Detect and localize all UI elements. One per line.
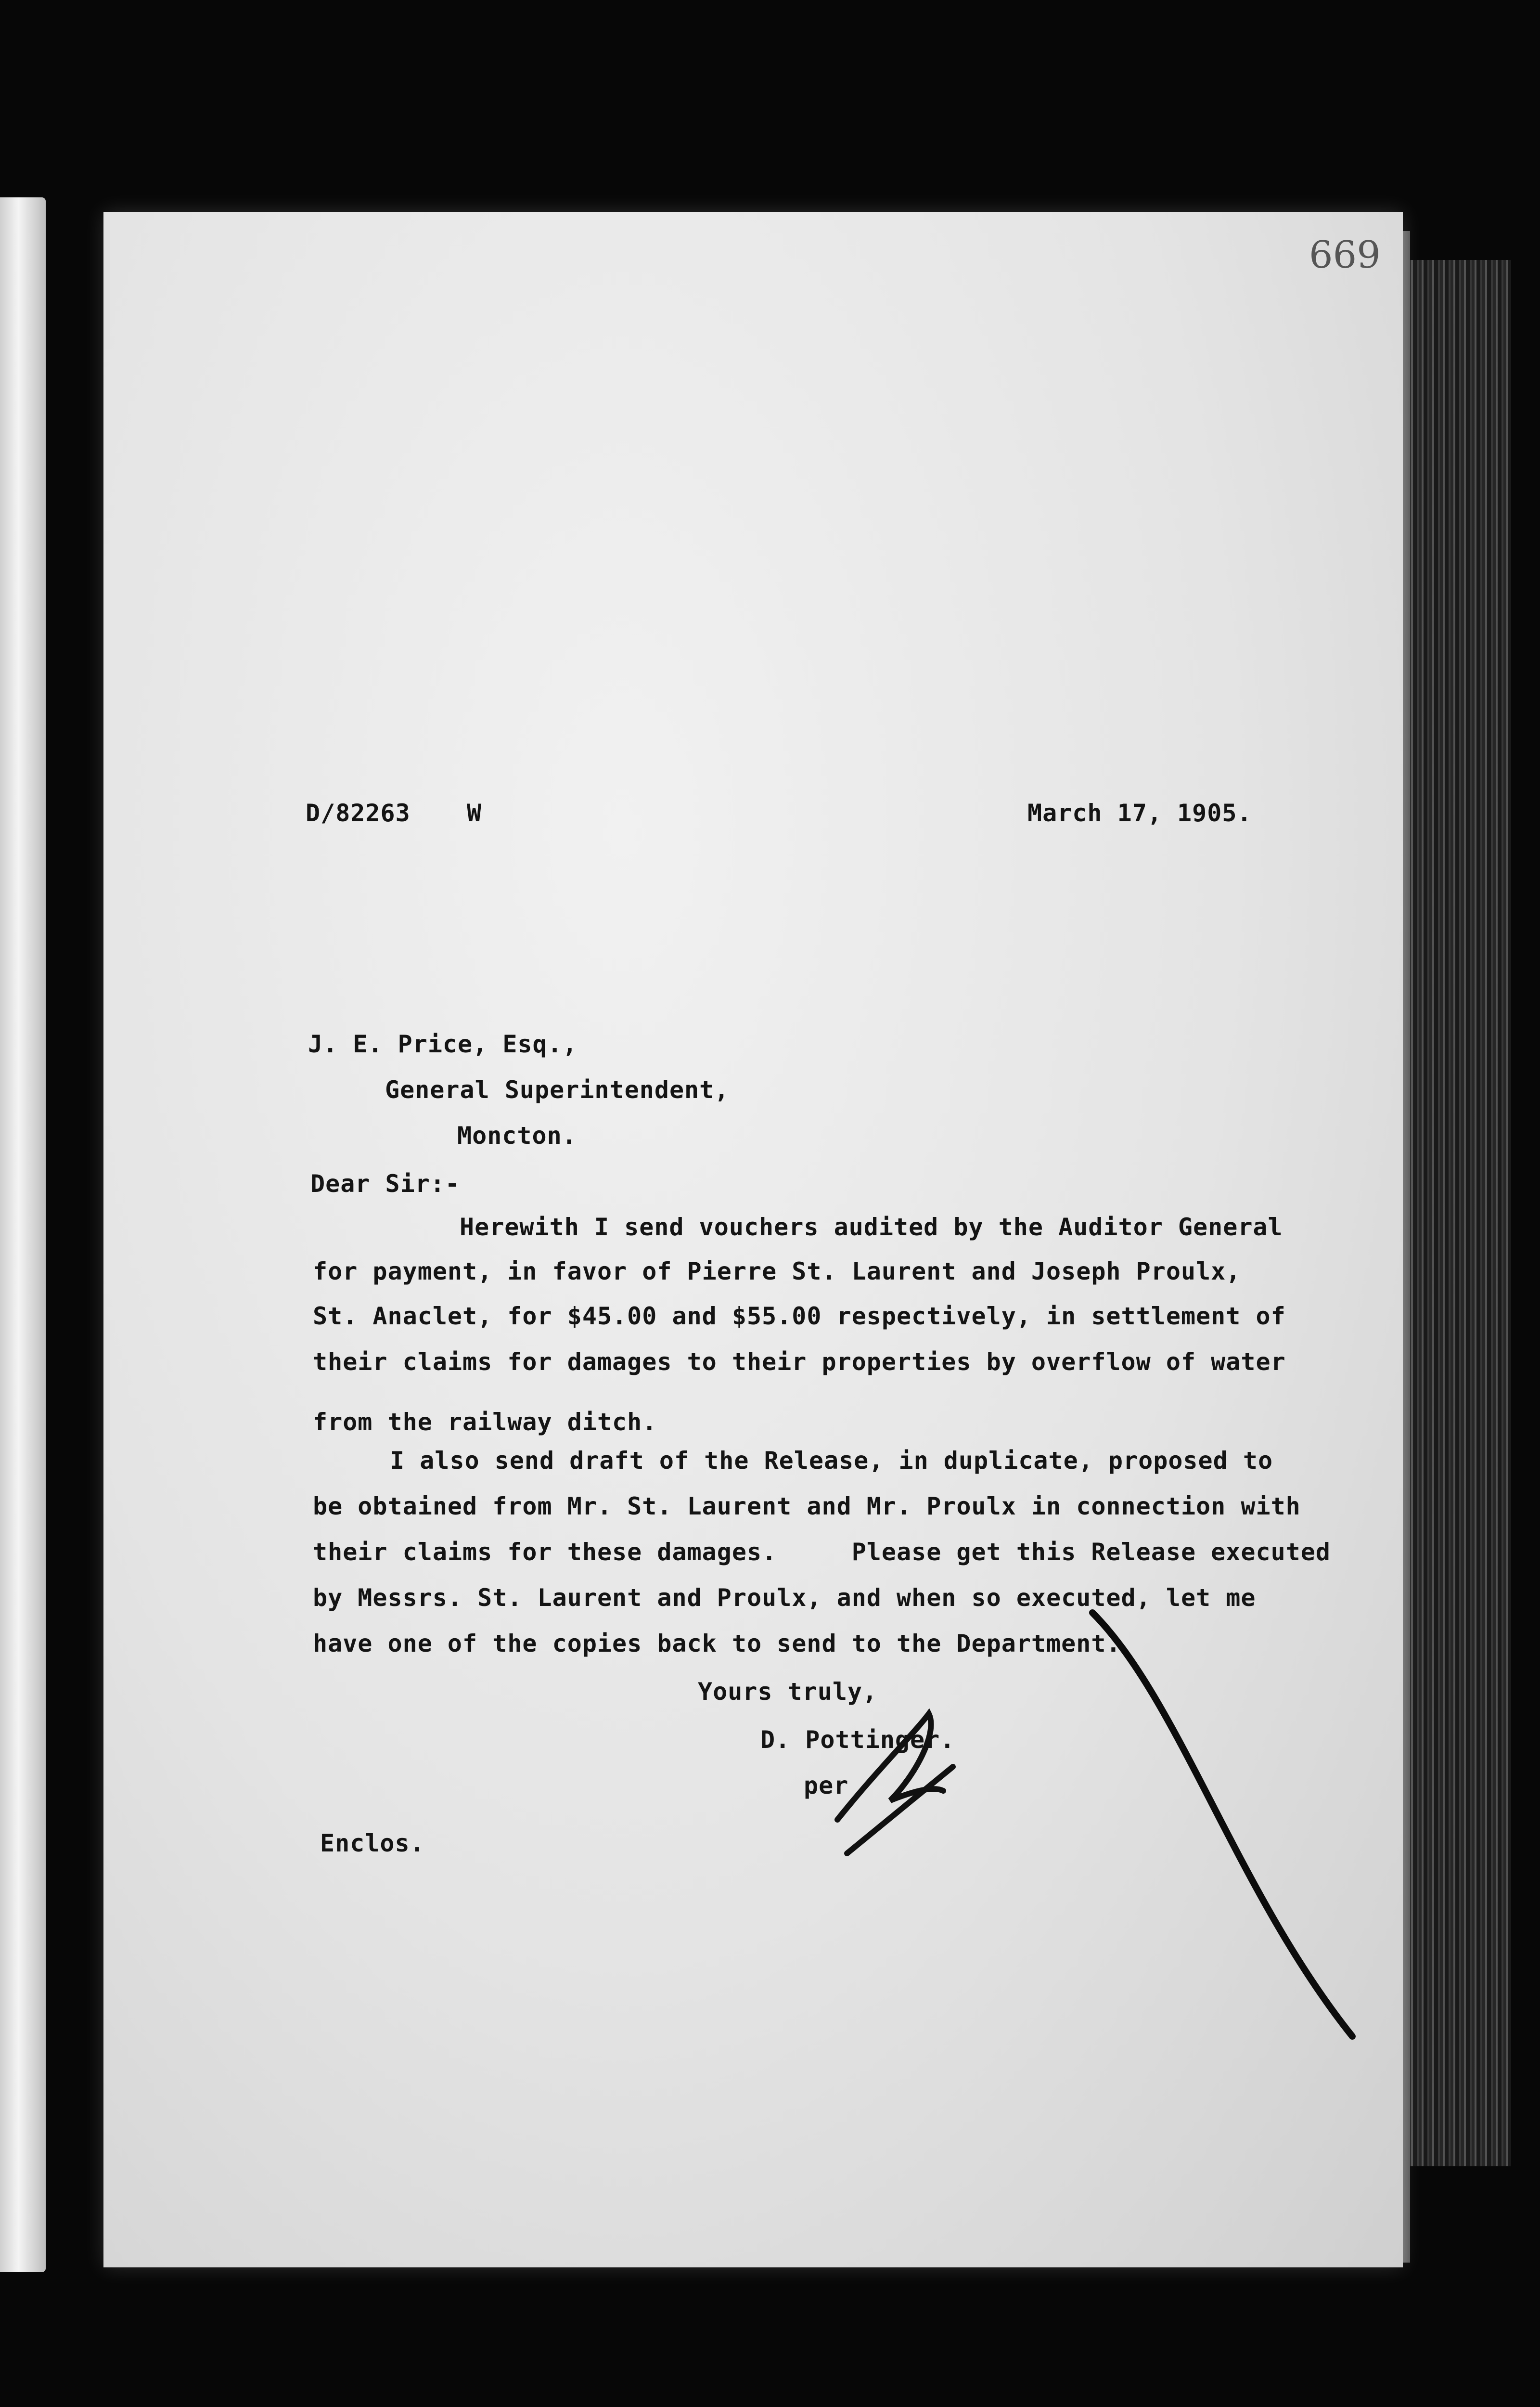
- body-line: for payment, in favor of Pierre St. Laurent and Joseph Proulx,: [313, 1257, 1241, 1285]
- file-mark: W: [467, 799, 482, 827]
- body-line: from the railway ditch.: [313, 1408, 657, 1436]
- letter-date: March 17, 1905.: [1027, 799, 1252, 827]
- addressee-city: Moncton.: [457, 1122, 577, 1150]
- addressee-name: J. E. Price, Esq.,: [308, 1030, 578, 1058]
- body-line: I also send draft of the Release, in duplicate, proposed to: [390, 1447, 1273, 1475]
- body-line: their claims for damages to their properties by overflow of water: [313, 1348, 1286, 1376]
- body-line: have one of the copies back to send to the Department.: [313, 1630, 1121, 1657]
- salutation: Dear Sir:-: [310, 1170, 461, 1198]
- file-reference: D/82263: [306, 799, 411, 827]
- body-line: Herewith I send vouchers audited by the Auditor General: [460, 1213, 1283, 1241]
- addressee-title: General Superintendent,: [385, 1076, 730, 1104]
- per-label: per: [804, 1772, 849, 1799]
- folio-number: 669: [1309, 233, 1381, 277]
- body-line: St. Anaclet, for $45.00 and $55.00 respectively, in settlement of: [313, 1302, 1286, 1330]
- signatory: D. Pottinger.: [760, 1726, 955, 1754]
- closing: Yours truly,: [698, 1678, 878, 1706]
- body-line: their claims for these damages. Please get this Release executed: [313, 1538, 1331, 1566]
- body-line: be obtained from Mr. St. Laurent and Mr. Proulx in connection with: [313, 1492, 1301, 1520]
- enclosure-note: Enclos.: [320, 1829, 425, 1857]
- body-line: by Messrs. St. Laurent and Proulx, and when so executed, let me: [313, 1584, 1256, 1612]
- adjacent-page-edge: [0, 197, 46, 2272]
